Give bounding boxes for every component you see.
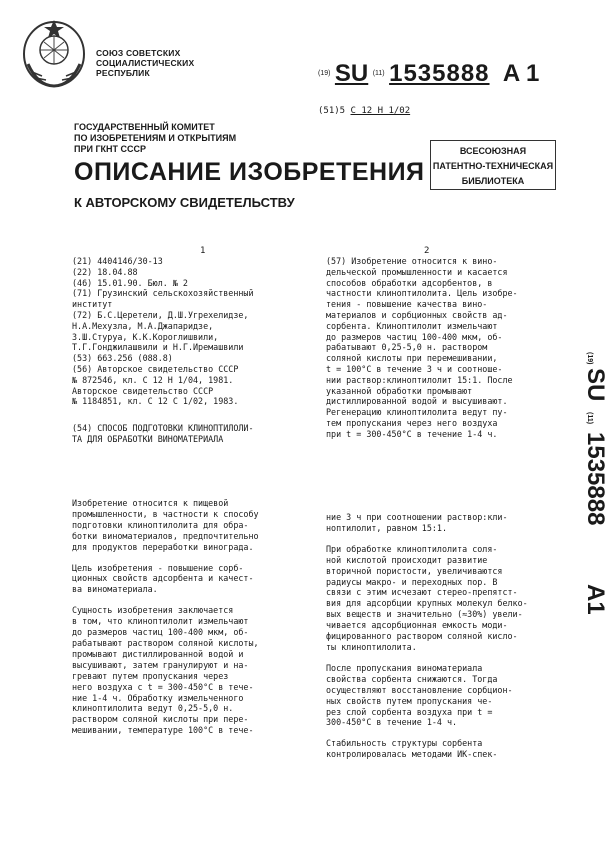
side-code-11: (11)	[586, 412, 593, 425]
text-line: ние 1-4 ч. Обработку измельченного	[72, 692, 244, 703]
kind-code: A 1	[502, 60, 540, 87]
text-line: 300-450°C в течение 1-4 ч.	[326, 717, 458, 728]
side-kind: A1	[582, 584, 609, 615]
text-line: подготовки клиноптилолита для обра-	[72, 519, 249, 530]
text-line: Авторское свидетельство СССР	[72, 385, 214, 396]
text-line: контролировалась методами ИК-спек-	[326, 749, 498, 760]
text-line: свойства сорбента снижаются. Тогда	[326, 673, 498, 684]
invention-title-line: ТА ДЛЯ ОБРАБОТКИ ВИНОМАТЕРИАЛА	[72, 433, 224, 444]
invention-title-line: (54) СПОСОБ ПОДГОТОВКИ КЛИНОПТИЛОЛИ-	[72, 423, 254, 434]
committee-name	[74, 122, 236, 155]
text-line: № 1184851, кл. C 12 C 1/02, 1983.	[72, 396, 239, 407]
text-line: При обработке клиноптилолита соля-	[326, 543, 498, 554]
column-number-left: 1	[200, 246, 206, 256]
text-line: рабатывают 0,25-5,0 н. раствором	[326, 342, 488, 353]
text-line: ционных свойств адсорбента и качест-	[72, 573, 254, 584]
text-line: После пропускания виноматериала	[326, 662, 483, 673]
text-line: Н.А.Мехузла, М.А.Джапаридзе,	[72, 320, 214, 331]
side-country: SU	[582, 368, 609, 402]
union-line: СОЮЗ СОВЕТСКИХ	[96, 48, 181, 58]
text-line: до размеров частиц 100-400 мкм, об-	[326, 331, 503, 342]
union-name	[96, 48, 194, 78]
text-line: Цель изобретения - повышение сорб-	[72, 562, 244, 573]
text-line: частности клиноптилолита. Цель изобре-	[326, 288, 518, 299]
text-line: указанной обработки промывают	[326, 385, 473, 396]
description-left-column	[72, 498, 259, 736]
text-line: дистиллированной водой и высушивают.	[326, 396, 508, 407]
stamp-line: БИБЛИОТЕКА	[461, 176, 525, 186]
text-line: клиноптилолита ведут 0,25-5,0 н.	[72, 703, 234, 714]
text-line: тем пропускания через него воздуха	[326, 417, 498, 428]
text-line: (22) 18.04.88	[72, 266, 138, 277]
committee-line: ПРИ ГКНТ СССР	[74, 144, 147, 154]
inid-code-11: (11)	[372, 70, 385, 77]
side-number: 1535888	[582, 432, 609, 526]
text-line: раствором соляной кислоты при пере-	[72, 714, 249, 725]
document-subtitle: К АВТОРСКОМУ СВИДЕТЕЛЬСТВУ	[74, 195, 295, 210]
text-line: него воздуха с t = 300-450°C в тече-	[72, 681, 254, 692]
text-line: осуществляют восстановление сорбцион-	[326, 684, 513, 695]
column-number-right: 2	[424, 246, 430, 256]
text-line: гревают путем пропускания через	[72, 670, 229, 681]
text-line: рез слой сорбента воздуха при t =	[326, 706, 493, 717]
stamp-line: ВСЕСОЮЗНАЯ	[459, 146, 527, 156]
text-line: в том, что клиноптилолит измельчают	[72, 616, 249, 627]
text-line: Сущность изобретения заключается	[72, 605, 234, 616]
text-line: (72) Б.С.Церетели, Д.Ш.Угрехелидзе,	[72, 309, 249, 320]
text-line: промышленности, в частности к способу	[72, 508, 259, 519]
text-line: ных свойств путем пропускания че-	[326, 695, 493, 706]
text-line: для продуктов переработки винограда.	[72, 541, 254, 552]
text-line: дельческой промышленности и касается	[326, 266, 508, 277]
ipc-code: (51)5	[318, 106, 346, 116]
bibliographic-data	[72, 256, 254, 445]
text-line: тения - повышение качества вино-	[326, 299, 488, 310]
text-line: ной кислотой происходит развитие	[326, 554, 488, 565]
text-line: ноптилолит, равном 15:1.	[326, 522, 448, 533]
text-line: Регенерацию клиноптилолита ведут пу-	[326, 407, 508, 418]
text-line: Изобретение относится к пищевой	[72, 498, 229, 508]
text-line: (71) Грузинский сельскохозяйственный	[72, 288, 254, 299]
patent-number: 1535888	[389, 60, 490, 87]
patent-number-block	[318, 60, 539, 88]
text-line: (53) 663.256 (088.8)	[72, 353, 173, 364]
text-line: мешивании, температуре 100°C в тече-	[72, 725, 254, 736]
text-line: чивается адсорбционная емкость моди-	[326, 620, 508, 631]
text-line: институт	[72, 299, 113, 310]
text-line: ты клиноптилолита.	[326, 641, 417, 652]
description-right-column	[326, 512, 528, 760]
paragraph-gap	[326, 534, 528, 544]
side-code-19: (19)	[586, 352, 593, 365]
text-line: промывают дистиллированной водой и	[72, 648, 244, 659]
committee-line: ПО ИЗОБРЕТЕНИЯМ И ОТКРЫТИЯМ	[74, 133, 237, 143]
text-line: ва виноматериала.	[72, 584, 158, 595]
text-line: способов обработки адсорбентов, в	[326, 277, 493, 288]
text-line: рабатывают раствором соляной кислоты,	[72, 637, 259, 648]
text-line: (57) Изобретение относится к вино-	[326, 256, 498, 266]
stamp-line: ПАТЕНТНО-ТЕХНИЧЕСКАЯ	[432, 161, 554, 171]
text-line: до размеров частиц 100-400 мкм, об-	[72, 627, 249, 638]
abstract	[326, 256, 518, 440]
library-stamp	[430, 140, 556, 190]
text-line: соляной кислоты при перемешивании,	[326, 353, 498, 364]
text-line: вия для адсорбции крупных молекул белко-	[326, 598, 528, 609]
union-line: СОЦИАЛИСТИЧЕСКИХ	[96, 58, 195, 68]
state-emblem-icon	[18, 14, 90, 92]
text-line: (56) Авторское свидетельство СССР	[72, 363, 239, 374]
text-line: Т.Г.Гонджилашвили и Н.Г.Иремашвили	[72, 342, 244, 353]
text-line: связи с этим исчезают стерео-препятст-	[326, 587, 518, 598]
country-code: SU	[334, 60, 369, 87]
text-line: вторичной пористости, увеличиваются	[326, 565, 503, 576]
text-line: сорбента. Клиноптилолит измельчают	[326, 320, 498, 331]
paragraph-gap	[326, 653, 528, 663]
committee-line: ГОСУДАРСТВЕННЫЙ КОМИТЕТ	[74, 122, 215, 132]
text-line: (46) 15.01.90. Бюл. № 2	[72, 277, 188, 288]
document-title: ОПИСАНИЕ ИЗОБРЕТЕНИЯ	[74, 158, 425, 186]
text-line: при t = 300-450°C в течение 1-4 ч.	[326, 428, 498, 439]
text-line: вых веществ и значительно (≈30%) увели-	[326, 609, 523, 620]
paragraph-gap	[326, 728, 528, 738]
text-line: (21) 4404146/30-13	[72, 256, 163, 266]
text-line: радиусы макро- и переходных пор. В	[326, 576, 498, 587]
paragraph-gap	[72, 553, 259, 563]
ipc-value: C 12 H 1/02	[350, 106, 411, 116]
text-line: нии раствор:клиноптилолит 15:1. После	[326, 374, 513, 385]
paragraph-gap	[72, 595, 259, 605]
side-patent-code	[568, 352, 609, 682]
text-line: фицированного раствором соляной кисло-	[326, 631, 518, 642]
text-line: t = 100°C в течение 3 ч и соотноше-	[326, 363, 503, 374]
inid-code-19: (19)	[318, 70, 331, 77]
ipc-classification	[318, 106, 410, 116]
text-line: Стабильность структуры сорбента	[326, 738, 483, 749]
text-line: № 872546, кл. C 12 H 1/04, 1981.	[72, 374, 234, 385]
text-line: З.Ш.Стуруа, К.К.Короглишвили,	[72, 331, 219, 342]
text-line: ние 3 ч при соотношении раствор:кли-	[326, 512, 508, 522]
text-line: материалов и сорбционных свойств ад-	[326, 309, 508, 320]
text-line: ботки виноматериалов, предпочтительно	[72, 530, 259, 541]
text-line: высушивают, затем гранулируют и на-	[72, 659, 249, 670]
union-line: РЕСПУБЛИК	[96, 68, 150, 78]
